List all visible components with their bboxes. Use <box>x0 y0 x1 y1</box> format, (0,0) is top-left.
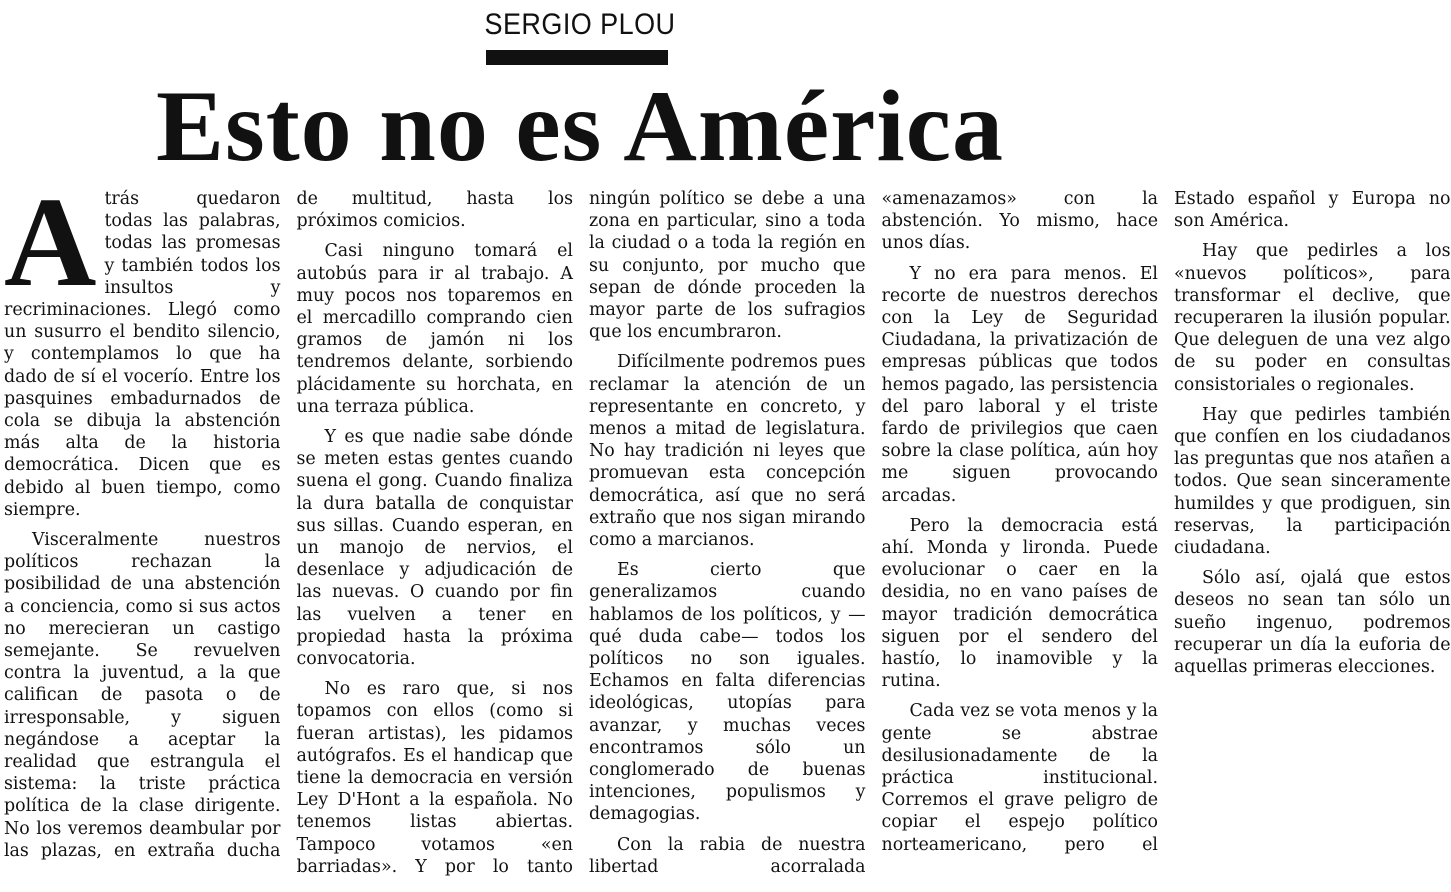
paragraph-8: Con la rabia de nuestra libertad acorralada «amenazamos» con la abstención. Yo mismo, hace unos días. <box>589 189 1158 877</box>
paragraph-2: Visceralmente nuestros políticos rechazan la posibilidad de una abstención a conciencia, como si sus actos no merecieran un castigo semejante. Se revuelven contra la juventud, a la que califican de pasota o de irresponsable, y siguen negándose a aceptar la realidad que estrangula el sistema: la triste práctica política de la clase dirigente. No los veremos deambular por las plazas, en extraña ducha de multitud, hasta los próximos comicios. <box>4 189 573 861</box>
paragraph-text: trás quedaron todas las palabras, todas las promesas y también todos los insultos y recriminaciones. Llegó como un susurro el bendito silencio, y contemplamos lo que ha dado de sí el vocerío. Entre los pasquines embadurnados de cola se dibuja la abstención más alta de la historia democrática. Dicen que es debido al buen tiempo, como siempre. <box>4 189 281 520</box>
drop-cap: A <box>4 171 97 313</box>
paragraph-4: Y es que nadie sabe dónde se meten estas gentes cuando suena el gong. Cuando finaliza la dura batalla de conquistar sus sillas. Cuando esperan, en un manojo de nervios, el desenlace y adjudicación de las nuevas. O cuando por fin las vuelven a tener en propiedad hasta la próxima convocatoria. <box>296 427 573 670</box>
paragraph-12: Hay que pedirles a los «nuevos políticos», para transformar el declive, que recuperaren la ilusión popular. Que deleguen de una vez algo de su poder en consultas consistoriales o regionales. <box>1174 241 1451 395</box>
article-body <box>4 171 1451 888</box>
paragraph-13: Hay que pedirles también que confíen en los ciudadanos las preguntas que nos atañen a todos. Que sean sinceramente humildes y que prodiguen, sin reservas, la participación ciudadana. <box>1174 404 1451 559</box>
byline-rule <box>486 50 668 65</box>
paragraph-7: Es cierto que generalizamos cuando hablamos de los políticos, y —qué duda cabe— todos los políticos no son iguales. Echamos en falta diferencias ideológicas, utopías para avanzar, y muchas veces encontramos sólo un conglomerado de buenas intenciones, populismos y demagogias. <box>589 560 866 825</box>
paragraph-3: Casi ninguno tomará el autobús para ir al trabajo. A muy pocos nos toparemos en el mercadillo comprando cien gramos de jamón ni los tendremos delante, sorbiendo plácidamente su horchata, en una terraza pública. <box>296 241 573 417</box>
paragraph-5: No es raro que, si nos topamos con ellos (como si fueran artistas), les pidamos autógrafos. Es el handicap que tiene la democracia en versión Ley D'Hont a la española. No tenemos listas abiertas. Tampoco votamos «en barriadas». Y por lo tanto ningún político se debe a una zona en particular, sino a toda la ciudad o a toda la región en su conjunto, por mucho que sepan de dónde proceden la mayor parte de los sufragios que los encumbraron. <box>296 189 866 877</box>
paragraph-11: Cada vez se vota menos y la gente se abstrae desilusionadamente de la práctica institucional. Corremos el grave peligro de copiar el espejo político norteamericano, pero el Estado español y Europa no son América. <box>881 189 1451 855</box>
paragraph-14: Sólo así, ojalá que estos deseos no sean tan sólo un sueño ingenuo, podremos recuperar un día la euforia de aquellas primeras elecciones. <box>1174 568 1451 678</box>
paragraph-1 <box>4 171 281 521</box>
headline: Esto no es América <box>155 70 1005 183</box>
paragraph-10: Pero la democracia está ahí. Monda y lironda. Puede evolucionar o caer en la desidia, no en vano países de mayor tradición democrática siguen por el sendero del hastío, lo inamovible y la rutina. <box>881 515 1158 692</box>
paragraph-9: Y no era para menos. El recorte de nuestros derechos con la Ley de Seguridad Ciudadana, la privatización de empresas públicas que todos hemos pagado, las persistencia del paro laboral y el triste fardo de privilegios que caen sobre la clase política, aún hoy me siguen provocando arcadas. <box>881 263 1158 506</box>
paragraph-6: Difícilmente podremos pues reclamar la atención de un representante en concreto, y menos a mitad de legislatura. No hay tradición ni leyes que promuevan esta concepción democrática, así que no será extraño que nos sigan mirando como a marcianos. <box>589 352 866 551</box>
author-byline: SERGIO PLOU <box>484 8 676 41</box>
